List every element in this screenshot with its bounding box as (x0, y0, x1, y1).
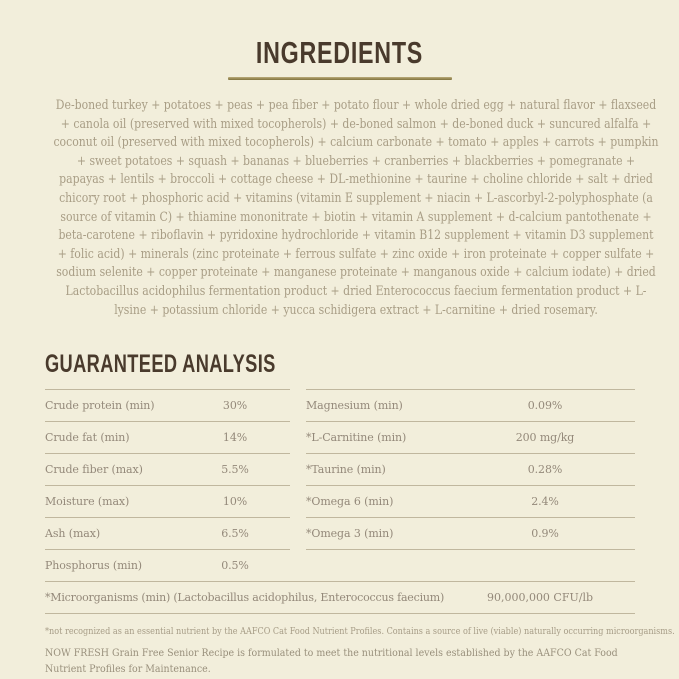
nutrient-value: 90,000,000 CFU/lb (486, 591, 594, 605)
nutrient-value: 0.09% (527, 399, 563, 413)
nutrient-value: 10% (222, 495, 248, 509)
nutrient-label: Crude fiber (max) (45, 463, 143, 477)
analysis-row-ash (45, 517, 290, 549)
nutrient-value: 6.5% (221, 527, 249, 541)
nutrient-value: 5.5% (221, 463, 249, 477)
analysis-row-taurine (306, 453, 635, 485)
ingredients-title: INGREDIENTS (255, 35, 424, 70)
guaranteed-analysis-title: GUARANTEED ANALYSIS (45, 350, 276, 379)
analysis-row-omega-3 (306, 517, 635, 550)
nutrient-label: *Microorganisms (min) (Lactobacillus acidophilus, Enterococcus faecium) (45, 591, 445, 605)
guaranteed-analysis-table (45, 389, 635, 581)
nutrient-label: *Taurine (min) (306, 463, 386, 477)
nutrient-label: Phosphorus (min) (45, 559, 143, 573)
nutrient-label: Crude protein (min) (45, 399, 155, 413)
analysis-left-column (45, 389, 290, 581)
nutrient-label: Magnesium (min) (306, 399, 403, 413)
title-underline (228, 77, 452, 80)
analysis-right-column (306, 389, 635, 550)
nutrient-label: *Omega 6 (min) (306, 495, 394, 509)
analysis-row-omega-6 (306, 485, 635, 517)
analysis-row-phosphorus (45, 549, 290, 581)
nutrient-label: *Omega 3 (min) (306, 527, 394, 541)
nutrient-value: 2.4% (531, 495, 559, 509)
analysis-row-crude-fat (45, 421, 290, 453)
analysis-row-crude-protein (45, 389, 290, 421)
nutrient-value: 200 mg/kg (515, 431, 575, 445)
analysis-row-magnesium (306, 389, 635, 421)
nutrient-label: Ash (max) (45, 527, 101, 541)
nutrient-label: Crude fat (min) (45, 431, 130, 445)
footnote-formulation-statement: NOW FRESH Grain Free Senior Recipe is formulated to meet the nutritional levels established by the AAFCO Cat Food Nutrient Profiles for Maintenance. (45, 647, 618, 676)
nutrient-value: 30% (222, 399, 248, 413)
nutrient-value: 0.9% (531, 527, 559, 541)
nutrient-label: Moisture (max) (45, 495, 130, 509)
analysis-row-moisture (45, 485, 290, 517)
analysis-row-crude-fiber (45, 453, 290, 485)
nutrient-value: 0.28% (527, 463, 563, 477)
nutrient-value: 0.5% (221, 559, 249, 573)
ingredients-paragraph: De-boned turkey + potatoes + peas + pea fiber + potato flour + whole dried egg + natural flavor + flaxseed + canola oil (preserved with mixed tocopherols) + de-boned salmon + de-boned duck + suncured alfalfa + coconut oil (preserved with mixed tocopherols) + calcium carbonate + tomato + apples + carrots + pumpkin + sweet potatoes + squash + bananas + blueberries + cranberries + blackberries + pomegranate + papayas + lentils + broccoli + cottage cheese + DL-methionine + taurine + choline chloride + salt + dried chicory root + phosphoric acid + vitamins (vitamin E supplement + niacin + L-ascorbyl-2-polyphosphate (a source of vitamin C) + thiamine mononitrate + biotin + vitamin A supplement + d-calcium pantothenate + beta-carotene + riboflavin + pyridoxine hydrochloride + vitamin B12 supplement + vitamin D3 supplement + folic acid) + minerals (zinc proteinate + ferrous sulfate + zinc oxide + iron proteinate + copper sulfate + sodium selenite + copper proteinate + manganese proteinate + manganous oxide + calcium iodate) + dried Lactobacillus acidophilus fermentation product + dried Enterococcus faecium fermentation product + L-lysine + potassium chloride + yucca schidigera extract + L-carnitine + dried rosemary. (53, 98, 659, 318)
nutrient-label: *L-Carnitine (min) (306, 431, 407, 445)
footnote-aafco-asterisk: *not recognized as an essential nutrient by the AAFCO Cat Food Nutrient Profiles. Contains a source of live (viable) naturally occurring microorganisms. (45, 627, 675, 638)
analysis-row-microorganisms (45, 581, 635, 614)
analysis-row-l-carnitine (306, 421, 635, 453)
nutrient-value: 14% (222, 431, 248, 445)
